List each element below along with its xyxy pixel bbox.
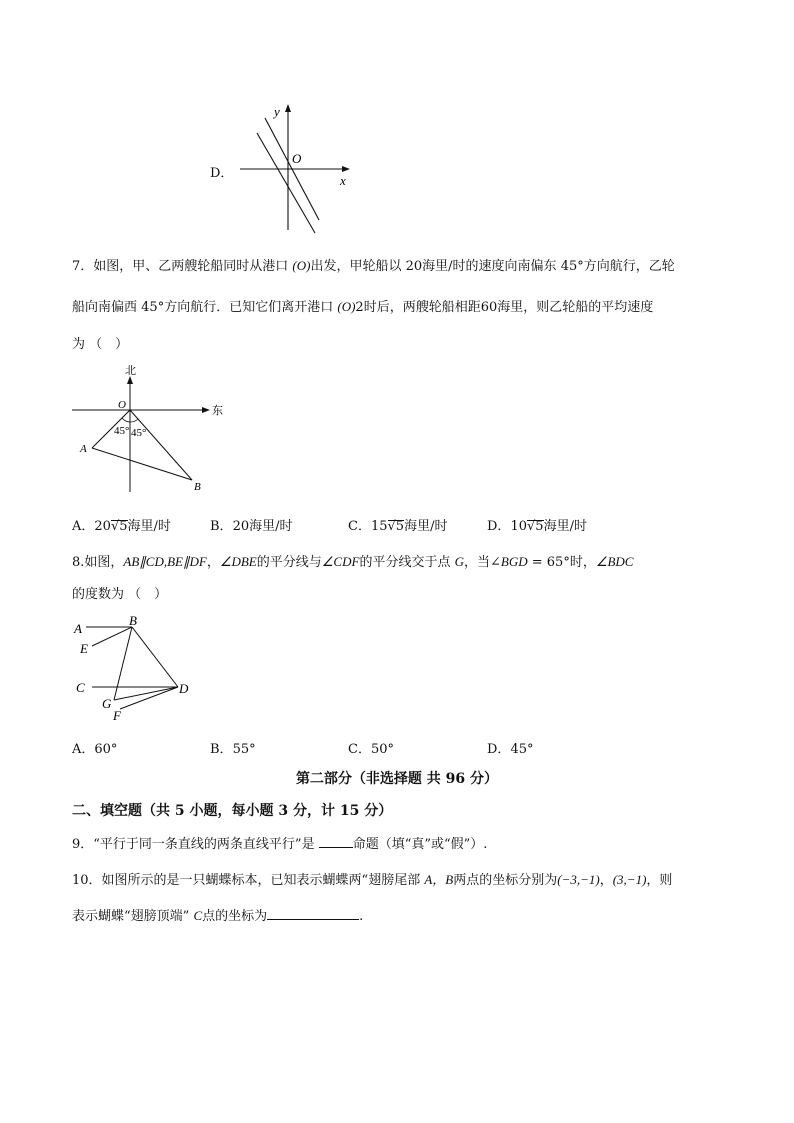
- q7-option-d[interactable]: D．10√5海里/时: [487, 519, 587, 534]
- q6-y-label: y: [274, 104, 280, 119]
- q7-line1: 7．如图，甲、乙两艘轮船同时从港口 (O)出发，甲轮船以 20海里/时的速度向南偏东 45°方向航行，乙轮: [72, 258, 675, 274]
- q6-option-d-figure: [240, 100, 360, 235]
- q7-north-label: 北: [125, 365, 136, 377]
- q10-answer-blank[interactable]: [267, 907, 359, 920]
- q7-option-a[interactable]: A．20√5海里/时: [72, 519, 171, 534]
- q8-option-b[interactable]: B．55°: [210, 742, 256, 757]
- q10-line1: 10．如图所示的是一只蝴蝶标本，已知表示蝴蝶两“翅膀尾部 A，B两点的坐标分别为(−3,−1)，(3,−1)，则: [72, 872, 673, 888]
- q9-answer-blank[interactable]: [319, 835, 353, 848]
- q8-d-label: D: [179, 681, 189, 696]
- q7-o-label: O: [118, 399, 126, 411]
- section-fill-in-heading: 二、填空题（共 5 小题，每小题 3 分，计 15 分）: [72, 803, 393, 819]
- q8-e-label: E: [80, 641, 88, 656]
- q8-option-c[interactable]: C．50°: [348, 742, 394, 757]
- q7-a-label: A: [80, 443, 87, 455]
- q8-line1: 8.如图，AB∥CD,BE∥DF，∠DBE的平分线与∠CDF的平分线交于点 G，当∠BGD = 65°时，∠BDC: [72, 554, 634, 570]
- q8-a-label: A: [74, 621, 82, 636]
- q8-b-label: B: [129, 613, 137, 628]
- q7-angle-left: 45°: [114, 425, 130, 437]
- q8-f-label: F: [113, 708, 121, 723]
- q7-option-b[interactable]: B．20海里/时: [210, 519, 293, 534]
- q10-line2: 表示蝴蝶“翅膀顶端” C点的坐标为 .: [72, 908, 364, 924]
- q8-line2: 的度数为 （ ）: [72, 587, 168, 602]
- q7-b-label: B: [194, 481, 201, 493]
- q7-line2: 船向南偏西 45°方向航行．已知它们离开港口 (O)2时后，两艘轮船相距60海里，则乙轮船的平均速度: [72, 299, 654, 315]
- q6-option-d-label[interactable]: D．: [210, 166, 234, 181]
- q7-east-label: 东: [212, 405, 223, 417]
- q7-option-c[interactable]: C．15√5海里/时: [348, 519, 448, 534]
- q8-g-label: G: [102, 696, 112, 711]
- q8-option-d[interactable]: D．45°: [487, 742, 534, 757]
- q8-option-a[interactable]: A．60°: [72, 742, 118, 757]
- q7-angle-right: 45°: [131, 427, 147, 439]
- q6-x-label: x: [340, 173, 346, 188]
- q6-origin-label: O: [292, 151, 302, 166]
- q7-port-o-1: (O): [292, 258, 311, 273]
- q7-port-o-2: (O): [337, 299, 356, 314]
- part2-title: 第二部分（非选择题 共 96 分）: [295, 771, 499, 787]
- q9-text: 9．“平行于同一条直线的两条直线平行”是 命题（填“真”或“假”）.: [72, 837, 488, 852]
- q8-figure: [72, 612, 202, 727]
- q8-c-label: C: [76, 680, 85, 695]
- q7-figure: [72, 362, 232, 497]
- q7-line3: 为 （ ）: [72, 337, 129, 352]
